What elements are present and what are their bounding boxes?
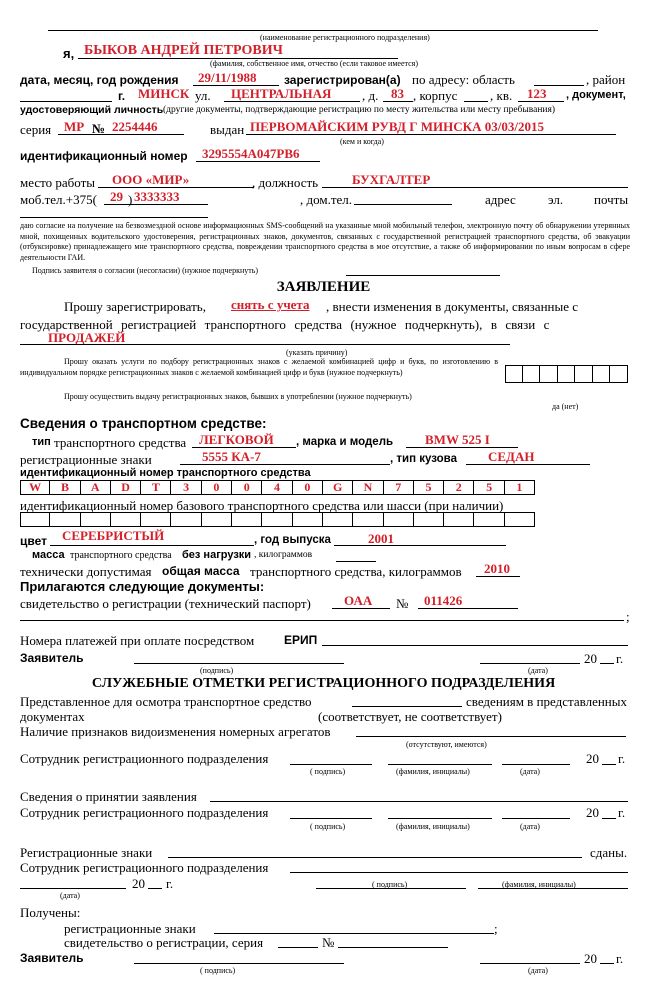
received-plates-label: регистрационные знаки — [64, 921, 196, 936]
color-value[interactable]: СЕРЕБРИСТЫЙ — [62, 528, 165, 543]
reg-plates-label: Регистрационные знаки — [20, 845, 153, 860]
vin-cell[interactable]: T — [141, 480, 171, 495]
reason-caption: (указать причину) — [286, 348, 348, 357]
cert-num-line — [418, 608, 518, 609]
gross-value[interactable]: 2010 — [484, 561, 510, 576]
vin-cell[interactable]: 5 — [474, 480, 504, 495]
make-value[interactable]: BMW 525 I — [425, 432, 490, 447]
make-line — [406, 447, 518, 448]
vin-cell[interactable]: 5 — [414, 480, 444, 495]
base-vin-cell[interactable] — [505, 512, 535, 527]
base-vin-cell[interactable] — [323, 512, 353, 527]
applicant-name-value[interactable]: БЫКОВ АНДРЕЙ ПЕТРОВИЧ — [84, 43, 283, 58]
mass-line[interactable] — [336, 561, 376, 562]
g-label-3: г. — [166, 876, 174, 891]
dept-line[interactable] — [48, 30, 598, 31]
g-label: г. — [616, 651, 624, 666]
vin-cell[interactable]: 2 — [444, 480, 474, 495]
year-prefix-1: 20 — [586, 751, 599, 766]
email-label: эл. — [548, 192, 564, 207]
vin-cell[interactable]: 7 — [384, 480, 414, 495]
received-series-line[interactable] — [278, 947, 318, 948]
kv-value[interactable]: 123 — [527, 86, 547, 101]
body-line — [466, 464, 590, 465]
base-vin-cell[interactable] — [171, 512, 201, 527]
color-line — [50, 545, 254, 546]
date-caption: (дата) — [528, 666, 548, 675]
plates-line — [180, 464, 390, 465]
semicolon-2: ; — [494, 921, 498, 936]
year-prefix-4: 20 — [584, 951, 597, 966]
mob-label: моб.тел.+375( — [20, 192, 97, 207]
year-suffix-line-1[interactable] — [602, 764, 616, 765]
id-doc-note: (другие документы, подтверждающие регистрацию по месту жительства или месту пребывания) — [163, 105, 556, 115]
gross-label: технически допустимая — [20, 564, 152, 579]
employee-label-3: Сотрудник регистрационного подразделения — [20, 860, 269, 875]
issued-line — [246, 134, 616, 135]
series-line — [58, 134, 184, 135]
applicant-sign-label: Заявитель — [20, 651, 84, 665]
applicant-sign-label-2: Заявитель — [20, 951, 84, 965]
street-line — [224, 101, 360, 102]
base-vin-cell[interactable] — [20, 512, 50, 527]
cert-series-value[interactable]: ОАА — [344, 593, 373, 608]
vin-cell[interactable]: B — [50, 480, 80, 495]
g-label-2: г. — [618, 805, 626, 820]
sign-caption-1: ( подпись) — [310, 767, 346, 776]
handed-label: сданы. — [590, 845, 628, 860]
employee-fio-line-1[interactable] — [388, 764, 492, 765]
vin-cell[interactable]: A — [81, 480, 111, 495]
address-label: по адресу: область — [412, 72, 515, 87]
applicant-sign-line[interactable] — [134, 663, 344, 664]
received-num-line[interactable] — [338, 947, 448, 948]
received-cert-label: свидетельство о регистрации, серия — [64, 935, 264, 950]
date-caption-1: (дата) — [520, 767, 540, 776]
mob-close: ) — [128, 192, 133, 207]
vin-cell[interactable]: 0 — [293, 480, 323, 495]
passport-num-value[interactable]: 2254446 — [112, 119, 158, 134]
work-line — [98, 187, 254, 188]
base-vin-cell[interactable] — [262, 512, 292, 527]
doc-label: , документ, — [566, 89, 626, 101]
street-label: ул. — [195, 88, 211, 103]
mass-label2: транспортного средства — [70, 550, 172, 561]
kv-label: , кв. — [490, 88, 513, 103]
vehicle-type-value[interactable]: ЛЕГКОВОЙ — [199, 432, 274, 447]
work-label: место работы — [20, 175, 95, 190]
mob-line — [104, 204, 208, 205]
year-value[interactable]: 2001 — [368, 531, 394, 546]
sign-caption-4: ( подпись) — [200, 966, 236, 975]
statement-line1-a: Прошу зарегистрировать, — [64, 299, 206, 314]
work-value[interactable]: ООО «МИР» — [112, 172, 190, 187]
office-title: СЛУЖЕБНЫЕ ОТМЕТКИ РЕГИСТРАЦИОННОГО ПОДРАЗДЕЛЕНИЯ — [91, 676, 556, 691]
base-vin-cell[interactable] — [384, 512, 414, 527]
house-label: , д. — [362, 88, 379, 103]
year-prefix-2: 20 — [586, 805, 599, 820]
signs-caption: (отсутствуют, имеются) — [406, 740, 487, 749]
dob-value[interactable]: 29/11/1988 — [198, 70, 257, 85]
vin-cell[interactable]: 0 — [202, 480, 232, 495]
service-used-plates: Прошу осуществить выдачу регистрационных знаков, бывших в употреблении (нужное подчеркнуть) — [64, 392, 412, 401]
documents-label: документах — [20, 709, 85, 724]
accepted-line[interactable] — [210, 801, 628, 802]
base-vin-cell[interactable] — [50, 512, 80, 527]
erip-line[interactable] — [322, 645, 628, 646]
signs-label: Наличие признаков видоизменения номерных агрегатов — [20, 724, 331, 739]
vin-cell[interactable]: 0 — [232, 480, 262, 495]
color-label: цвет — [20, 534, 47, 548]
vin-cell[interactable]: G — [323, 480, 353, 495]
vin-cell[interactable]: 4 — [262, 480, 292, 495]
erip-label: Номера платежей при оплате посредством — [20, 633, 255, 648]
attached-label: Прилагаются следующие документы: — [20, 579, 265, 594]
signs-line[interactable] — [356, 736, 626, 737]
type-label: тип — [32, 436, 51, 448]
kv-line — [518, 101, 564, 102]
base-vin-cell[interactable] — [202, 512, 232, 527]
cert-num-value[interactable]: 011426 — [424, 593, 463, 608]
sign-caption: (подпись) — [200, 666, 234, 675]
base-vin-cell[interactable] — [232, 512, 262, 527]
year-suffix-line-2[interactable] — [602, 818, 616, 819]
received-label: Получены: — [20, 905, 81, 920]
base-vin-label: идентификационный номер базового транспортного средства или шасси (при наличии) — [20, 498, 504, 513]
home-phone-line[interactable] — [354, 204, 452, 205]
info-docs-label: сведениям в представленных — [466, 694, 627, 709]
statement-line2: государственной регистрацией транспортного средства (нужное подчеркнуть), в связи с — [20, 317, 550, 332]
year-prefix-3: 20 — [132, 876, 145, 891]
employee-sign-line-2[interactable] — [290, 818, 372, 819]
body-label: , тип кузова — [390, 453, 458, 465]
registered-label: зарегистрирован(а) — [284, 73, 401, 87]
idnum-value[interactable]: 3295554А047РВ6 — [202, 146, 300, 161]
vin-cell[interactable]: 1 — [505, 480, 535, 495]
issued-by-value[interactable]: ПЕРВОМАЙСКИМ РУВД Г МИНСКА 03/03/2015 — [250, 119, 544, 134]
vin-cells[interactable] — [20, 480, 535, 495]
date-caption-2: (дата) — [520, 822, 540, 831]
dept-caption: (наименование регистрационного подразделения) — [260, 33, 430, 42]
year-suffix-line-4[interactable] — [600, 963, 614, 964]
rayon-label: , район — [586, 72, 626, 87]
applicant-sign-line-2[interactable] — [134, 963, 344, 964]
home-phone-label: , дом.тел. — [300, 192, 353, 207]
cert-num-label: № — [396, 596, 409, 611]
base-vin-cells[interactable] — [20, 512, 535, 527]
korpus-label: , корпус — [413, 88, 458, 103]
presented-line[interactable] — [352, 706, 462, 707]
vehicle-title: Сведения о транспортном средстве: — [20, 416, 267, 431]
dob-label: дата, месяц, год рождения — [20, 73, 179, 87]
reg-plates-line[interactable] — [168, 857, 582, 858]
employee-label-1: Сотрудник регистрационного подразделения — [20, 751, 269, 766]
position-line — [322, 187, 628, 188]
position-label: , должность — [252, 175, 319, 190]
attached-extra-line[interactable] — [20, 620, 624, 621]
year-line — [334, 545, 506, 546]
employee-line-3[interactable] — [290, 872, 628, 873]
mass-unit: , килограммов — [254, 550, 313, 560]
consent-text: даю согласие на получение на безвозмездной основе информационных SMS-сообщений на указанные мной мобильный телефон, электронную почту об обнаружении утерянных мной, похищенных водительского удостоверения, регистрационных знаков, документов, связанных с государственной регистрацией транспортного средства, об эвакуации (отбуксировке) принадлежащего мне транспортного средства, повреждении транспортного средства в мое отсутствие, а также об информировании по иным вопросам в сфере деятельности ГАИ. — [20, 221, 630, 262]
cert-series-line — [332, 608, 390, 609]
base-vin-cell[interactable] — [414, 512, 444, 527]
applicant-date-line-2[interactable] — [480, 963, 580, 964]
employee-date-line-1[interactable] — [502, 764, 570, 765]
erip-bold: ЕРИП — [284, 633, 318, 647]
mass-bold: без нагрузки — [182, 549, 252, 561]
type-label2: транспортного средства — [54, 435, 187, 450]
mass-label: масса — [32, 549, 65, 561]
date-caption-4: (дата) — [528, 966, 548, 975]
mob-value[interactable]: 3333333 — [134, 189, 180, 204]
match-label: (соответствует, не соответствует) — [318, 709, 502, 724]
vin-cell[interactable]: W — [20, 480, 50, 495]
plates-value[interactable]: 5555 КА-7 — [202, 449, 261, 464]
year-suffix-line[interactable] — [600, 663, 614, 664]
rayon-line[interactable] — [20, 101, 112, 102]
semicolon: ; — [626, 609, 630, 624]
city-value[interactable]: МИНСК — [138, 86, 190, 101]
korpus-line[interactable] — [464, 101, 488, 102]
year-prefix: 20 — [584, 651, 597, 666]
street-value[interactable]: ЦЕНТРАЛЬНАЯ — [231, 86, 332, 101]
fio-caption-1: (фамилия, инициалы) — [396, 767, 470, 776]
cert-label: свидетельство о регистрации (технический паспорт) — [20, 596, 311, 611]
vin-cell[interactable]: N — [353, 480, 383, 495]
vin-cell[interactable]: D — [111, 480, 141, 495]
sign-caption-2: ( подпись) — [310, 822, 346, 831]
issued-label: выдан — [210, 122, 245, 137]
base-vin-cell[interactable] — [353, 512, 383, 527]
series-value[interactable]: МР — [64, 119, 85, 134]
issued-caption: (кем и когда) — [340, 137, 384, 146]
type-line — [192, 447, 296, 448]
house-line — [383, 101, 413, 102]
fio-caption-3: (фамилия, инициалы) — [502, 880, 576, 889]
date-caption-3: (дата) — [60, 891, 80, 900]
consent-sign-line[interactable] — [346, 275, 500, 276]
g-label-4: г. — [616, 951, 624, 966]
house-value[interactable]: 83 — [391, 86, 404, 101]
passport-num-label: № — [92, 121, 106, 136]
body-value[interactable]: СЕДАН — [488, 449, 535, 464]
deregister-option[interactable]: снять с учета — [231, 297, 310, 312]
vin-cell[interactable]: 3 — [171, 480, 201, 495]
vin-label: идентификационный номер транспортного средства — [20, 467, 311, 479]
mob-code-value[interactable]: 29 — [110, 189, 123, 204]
base-vin-cell[interactable] — [444, 512, 474, 527]
received-plates-line[interactable] — [214, 933, 494, 934]
email-line[interactable] — [20, 217, 208, 218]
year-label: , год выпуска — [254, 534, 331, 546]
mail-label: почты — [594, 192, 629, 207]
idnum-label: идентификационный номер — [20, 149, 188, 163]
base-vin-cell[interactable] — [141, 512, 171, 527]
name-caption: (фамилия, собственное имя, отчество (если таковое имеется) — [210, 59, 418, 68]
series-label: серия — [20, 122, 52, 137]
yes-no-label: да (нет) — [552, 402, 579, 411]
make-label: , марка и модель — [296, 436, 394, 448]
consent-sign-label: Подпись заявителя о согласии (несогласии) (нужное подчеркнуть) — [32, 266, 259, 275]
employee-sign-line-1[interactable] — [290, 764, 372, 765]
presented-label: Представленное для осмотра транспортное средство — [20, 694, 312, 709]
accepted-label: Сведения о принятии заявления — [20, 789, 197, 804]
fio-caption-2: (фамилия, инициалы) — [396, 822, 470, 831]
gross-line — [476, 576, 520, 577]
applicant-date-line[interactable] — [480, 663, 580, 664]
base-vin-cell[interactable] — [111, 512, 141, 527]
reason-line — [20, 344, 510, 345]
sign-caption-3: ( подпись) — [372, 880, 408, 889]
ya-label: я, — [63, 46, 75, 61]
service-plates-request: Прошу оказать услуги по подбору регистрационных знаков с желаемой комбинацией цифр и букв, по изготовлению в индивидуальном порядке регистрационных знаков с желаемой комбинацией цифр и букв (нужное подчеркнуть) — [20, 357, 498, 377]
employee-date-line-2[interactable] — [502, 818, 570, 819]
g-label-1: г. — [618, 751, 626, 766]
base-vin-cell[interactable] — [474, 512, 504, 527]
statement-line1-c: , внести изменения в документы, связанные с — [326, 299, 579, 314]
service-boxes[interactable] — [505, 365, 628, 383]
date-line-3[interactable] — [20, 888, 126, 889]
id-doc-label: удостоверяющий личность — [20, 104, 164, 116]
employee-label-2: Сотрудник регистрационного подразделения — [20, 805, 269, 820]
gross-bold: общая масса — [162, 564, 240, 578]
received-num-label: № — [322, 935, 335, 950]
plates-label: регистрационные знаки — [20, 452, 152, 467]
base-vin-cell[interactable] — [81, 512, 111, 527]
statement-title: ЗАЯВЛЕНИЕ — [276, 279, 371, 295]
employee-fio-line-2[interactable] — [388, 818, 492, 819]
city-label: г. — [118, 89, 126, 103]
year-suffix-line-3[interactable] — [148, 888, 162, 889]
position-value[interactable]: БУХГАЛТЕР — [352, 172, 431, 187]
addr-label: адрес — [485, 192, 516, 207]
base-vin-cell[interactable] — [293, 512, 323, 527]
gross-rest: транспортного средства, килограммов — [250, 564, 462, 579]
reason-value[interactable]: ПРОДАЖЕЙ — [48, 330, 126, 345]
idnum-line — [196, 161, 320, 162]
